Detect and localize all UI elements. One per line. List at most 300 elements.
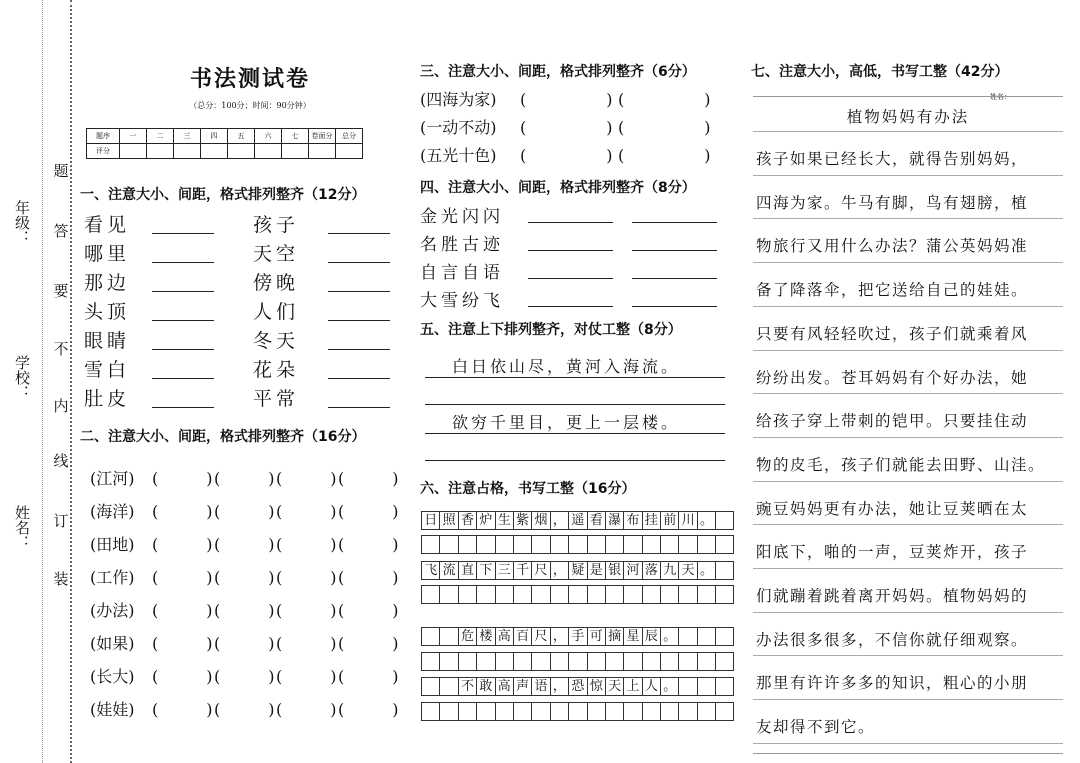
essay-ruled-line (753, 131, 1063, 132)
section3-idiom: (五光十色) (420, 146, 497, 165)
section3-answer-paren[interactable]: ( ) (520, 146, 613, 165)
section6-grid-cell[interactable] (605, 702, 623, 721)
score-table-empty-cell (174, 144, 201, 159)
score-table-empty-cell (147, 144, 174, 159)
section6-grid-cell[interactable] (660, 585, 678, 604)
section6-grid-cell: 惊 (587, 677, 605, 696)
section6-grid-cell[interactable] (623, 585, 641, 604)
seal-char-7: 订 (53, 512, 69, 530)
section1-blank[interactable] (152, 378, 214, 379)
section2-word: (娃娃) (90, 700, 135, 719)
section1-word-left: 那边 (84, 272, 131, 294)
section6-grid-cell[interactable] (458, 585, 476, 604)
score-table-header-row (87, 129, 363, 144)
essay-text-line: 孩子如果已经长大，就得告别妈妈， (756, 150, 1029, 168)
section2-answer-paren[interactable]: ( ) (338, 568, 399, 587)
section6-grid-cell: 千 (513, 561, 531, 580)
score-table-empty-cell (282, 144, 309, 159)
section6-grid-cell: 敢 (476, 677, 494, 696)
section6-grid-cell (697, 627, 715, 646)
section6-grid-cell[interactable] (476, 535, 494, 554)
section4-heading: 四、注意大小、间距，格式排列整齐（8分） (420, 180, 696, 196)
section2-answer-paren[interactable]: ( ) (214, 601, 275, 620)
section6-grid-cell: 辰 (642, 627, 660, 646)
section4-idiom: 大雪纷飞 (420, 291, 504, 311)
section4-blank[interactable] (528, 306, 613, 307)
section1-word-right: 天空 (253, 243, 300, 265)
section1-blank[interactable] (152, 407, 214, 408)
section6-grid-cell[interactable] (587, 652, 605, 671)
section6-grid-cell[interactable] (421, 702, 439, 721)
section6-grid-cell: 。 (660, 677, 678, 696)
section6-grid-cell[interactable] (550, 535, 568, 554)
section6-grid-cell[interactable] (642, 535, 660, 554)
section1-blank[interactable] (152, 349, 214, 350)
section6-grid-cell: 声 (513, 677, 531, 696)
section2-answer-paren[interactable]: ( ) (152, 535, 213, 554)
score-table-cell: 七 (282, 129, 309, 144)
essay-ruled-line (753, 306, 1063, 307)
score-table-cell: 二 (147, 129, 174, 144)
score-table-cell: 卷面分 (309, 129, 336, 144)
section1-word-left: 看见 (84, 214, 131, 236)
section7-heading: 七、注意大小，高低，书写工整（42分） (751, 64, 1009, 80)
essay-text-line: 纷纷出发。苍耳妈妈有个好办法，她 (756, 368, 1029, 387)
section2-word: (长大) (90, 667, 135, 686)
section6-grid-cell (421, 677, 439, 696)
section6-grid-cell: 恐 (568, 677, 586, 696)
section2-answer-paren[interactable]: ( ) (214, 469, 275, 488)
section6-grid-cell[interactable] (439, 535, 457, 554)
section6-grid-cell[interactable] (513, 652, 531, 671)
section6-grid-cell[interactable] (531, 652, 549, 671)
section6-grid-cell[interactable] (715, 652, 733, 671)
essay-name-label: 姓名： (990, 93, 1011, 101)
grade-label: 年级： (13, 200, 31, 245)
section6-grid-cell: 尺 (531, 627, 549, 646)
section6-grid-cell[interactable] (678, 535, 696, 554)
section6-grid-cell[interactable] (531, 585, 549, 604)
section6-grid-cell: ， (550, 677, 568, 696)
section6-grid-cell: 照 (439, 511, 457, 530)
section1-blank[interactable] (328, 233, 390, 234)
section6-grid-cell: 高 (495, 677, 513, 696)
section6-grid-cell[interactable] (513, 702, 531, 721)
section6-grid-cell[interactable] (531, 535, 549, 554)
essay-text-line: 友却得不到它。 (756, 718, 876, 737)
section2-answer-paren[interactable]: ( ) (152, 502, 213, 521)
score-table-cell: 一 (120, 129, 147, 144)
score-table-empty-cell (228, 144, 255, 159)
section2-word: (如果) (90, 634, 135, 653)
section6-grid-cell[interactable] (660, 535, 678, 554)
section1-blank[interactable] (152, 262, 214, 263)
section3-answer-paren[interactable]: ( ) (618, 118, 711, 137)
score-table-cell: 三 (174, 129, 201, 144)
section6-grid-cell[interactable] (421, 652, 439, 671)
section6-grid-cell[interactable] (458, 535, 476, 554)
section6-grid-cell[interactable] (495, 585, 513, 604)
score-table-cell: 题序 (87, 129, 120, 144)
section5-writing-line[interactable] (425, 460, 725, 461)
section2-answer-paren[interactable]: ( ) (276, 634, 337, 653)
section6-grid-cell[interactable] (421, 535, 439, 554)
section2-answer-paren[interactable]: ( ) (276, 700, 337, 719)
section1-blank[interactable] (152, 291, 214, 292)
score-table-cell: 四 (201, 129, 228, 144)
section1-blank[interactable] (328, 291, 390, 292)
section6-grid-cell[interactable] (605, 652, 623, 671)
section6-grid-cell[interactable] (550, 585, 568, 604)
section6-grid-cell[interactable] (439, 702, 457, 721)
section5-writing-line[interactable] (425, 433, 725, 434)
section6-grid-row[interactable] (421, 652, 734, 671)
section1-word-left: 肚皮 (84, 388, 131, 410)
section6-grid-cell[interactable] (513, 535, 531, 554)
section2-answer-paren[interactable]: ( ) (338, 469, 399, 488)
section6-grid-cell: 不 (458, 677, 476, 696)
essay-ruled-line (753, 350, 1063, 351)
section2-answer-paren[interactable]: ( ) (276, 535, 337, 554)
section1-blank[interactable] (152, 320, 214, 321)
score-table-empty-cell (255, 144, 282, 159)
score-table-empty-cell (336, 144, 363, 159)
section6-grid-row (421, 677, 734, 696)
section6-grid-cell: 星 (623, 627, 641, 646)
section6-grid-cell (439, 677, 457, 696)
section6-grid-cell[interactable] (642, 702, 660, 721)
section6-grid-cell (678, 677, 696, 696)
section2-word: (江河) (90, 469, 135, 488)
score-table-empty-cell (120, 144, 147, 159)
section2-heading: 二、注意大小、间距，格式排列整齐（16分） (80, 429, 366, 445)
section2-answer-paren[interactable]: ( ) (214, 535, 275, 554)
section1-blank[interactable] (328, 407, 390, 408)
binding-line (70, 0, 72, 763)
section6-grid-cell: 手 (568, 627, 586, 646)
section3-answer-paren[interactable]: ( ) (618, 90, 711, 109)
section6-grid-cell: 银 (605, 561, 623, 580)
section2-answer-paren[interactable]: ( ) (152, 700, 213, 719)
section2-answer-paren[interactable]: ( ) (276, 601, 337, 620)
essay-text-line: 物旅行又用什么办法？蒲公英妈妈准 (756, 237, 1029, 256)
section5-line-2: 欲穷千里目，更上一层楼。 (452, 413, 681, 432)
section6-grid-cell: 语 (531, 677, 549, 696)
section6-grid-row[interactable] (421, 702, 734, 721)
section6-grid-cell[interactable] (568, 702, 586, 721)
section6-grid-cell: 九 (660, 561, 678, 580)
section4-blank[interactable] (632, 222, 717, 223)
section6-grid-cell[interactable] (623, 702, 641, 721)
section6-grid-cell (697, 677, 715, 696)
essay-text-line: 豌豆妈妈更有办法，她让豆荚晒在太 (756, 499, 1029, 518)
binding-margin-dotted-line (42, 0, 43, 763)
score-table-cell: 六 (255, 129, 282, 144)
section6-grid-cell[interactable] (605, 535, 623, 554)
section6-grid-cell: 人 (642, 677, 660, 696)
section6-grid-cell: 疑 (568, 561, 586, 580)
section6-grid-cell[interactable] (715, 585, 733, 604)
section3-heading: 三、注意大小、间距，格式排列整齐（6分） (420, 64, 696, 80)
essay-ruled-line (753, 568, 1063, 569)
section6-grid-cell: 流 (439, 561, 457, 580)
section1-blank[interactable] (152, 233, 214, 234)
section6-grid-cell[interactable] (550, 652, 568, 671)
section6-grid-cell: 下 (476, 561, 494, 580)
section2-answer-paren[interactable]: ( ) (214, 667, 275, 686)
section2-answer-paren[interactable]: ( ) (152, 634, 213, 653)
section6-grid-cell: 可 (587, 627, 605, 646)
section6-grid-cell[interactable] (495, 652, 513, 671)
section6-grid-cell[interactable] (660, 702, 678, 721)
section6-grid-cell: 三 (495, 561, 513, 580)
essay-title: 植物妈妈有办法 (846, 108, 970, 126)
section4-idiom: 金光闪闪 (420, 207, 504, 227)
section4-blank[interactable] (632, 306, 717, 307)
section1-blank[interactable] (328, 349, 390, 350)
section4-blank[interactable] (632, 250, 717, 251)
section6-grid-cell: 飞 (421, 561, 439, 580)
section1-blank[interactable] (328, 378, 390, 379)
section2-answer-paren[interactable]: ( ) (214, 634, 275, 653)
section2-answer-paren[interactable]: ( ) (276, 469, 337, 488)
section6-grid-cell[interactable] (623, 535, 641, 554)
section6-grid-cell[interactable] (697, 702, 715, 721)
essay-box (753, 96, 1063, 754)
section6-grid-cell: 生 (495, 511, 513, 530)
seal-char-2: 答 (53, 222, 69, 240)
section6-grid-row[interactable] (421, 535, 734, 554)
section6-grid-cell: 日 (421, 511, 439, 530)
section6-grid-cell[interactable] (623, 652, 641, 671)
section2-answer-paren[interactable]: ( ) (152, 601, 213, 620)
section6-grid-cell (439, 627, 457, 646)
section1-blank[interactable] (328, 262, 390, 263)
section2-answer-paren[interactable]: ( ) (214, 502, 275, 521)
section6-grid-cell[interactable] (678, 652, 696, 671)
section2-answer-paren[interactable]: ( ) (338, 502, 399, 521)
section6-grid-cell[interactable] (587, 702, 605, 721)
section2-answer-paren[interactable]: ( ) (338, 700, 399, 719)
score-table-cell: 总分 (336, 129, 363, 144)
section6-grid-cell (715, 627, 733, 646)
section6-grid-cell[interactable] (476, 585, 494, 604)
section6-grid-cell[interactable] (531, 702, 549, 721)
section6-grid-cell[interactable] (568, 535, 586, 554)
section3-answer-paren[interactable]: ( ) (520, 118, 613, 137)
section1-word-left: 雪白 (84, 359, 131, 381)
section6-grid-cell (715, 511, 733, 530)
section6-grid-cell[interactable] (513, 585, 531, 604)
section4-idiom: 名胜古迹 (420, 235, 504, 255)
essay-ruled-line (753, 655, 1063, 656)
section6-grid-cell: 。 (697, 511, 715, 530)
section1-word-left: 头顶 (84, 301, 131, 323)
section4-idiom: 自言自语 (420, 263, 504, 283)
section2-answer-paren[interactable]: ( ) (152, 568, 213, 587)
essay-text-line: 备了降落伞，把它送给自己的娃娃。 (756, 281, 1029, 300)
seal-char-3: 要 (53, 282, 69, 300)
section3-answer-paren[interactable]: ( ) (520, 90, 613, 109)
essay-ruled-line (753, 393, 1063, 394)
section6-grid-cell[interactable] (495, 535, 513, 554)
section6-grid-cell[interactable] (678, 702, 696, 721)
section1-word-right: 孩子 (253, 214, 300, 236)
section6-grid-cell: 紫 (513, 511, 531, 530)
section6-grid-cell[interactable] (697, 535, 715, 554)
section6-grid-cell[interactable] (587, 535, 605, 554)
section1-blank[interactable] (328, 320, 390, 321)
section2-answer-paren[interactable]: ( ) (338, 535, 399, 554)
section6-grid-cell: 落 (642, 561, 660, 580)
section5-heading: 五、注意上下排列整齐，对仗工整（8分） (420, 322, 682, 338)
section6-grid-cell[interactable] (439, 652, 457, 671)
section4-blank[interactable] (528, 250, 613, 251)
essay-text-line: 只要有风轻轻吹过，孩子们就乘着风 (756, 324, 1029, 343)
section1-word-right: 花朵 (253, 359, 300, 381)
section6-grid-cell[interactable] (660, 652, 678, 671)
section2-word: (海洋) (90, 502, 135, 521)
section2-answer-paren[interactable]: ( ) (214, 700, 275, 719)
section1-word-right: 冬天 (253, 330, 300, 352)
section3-idiom: (一动不动) (420, 118, 497, 137)
section6-grid-cell[interactable] (642, 652, 660, 671)
essay-ruled-line (753, 262, 1063, 263)
section6-grid-cell: 天 (605, 677, 623, 696)
section4-blank[interactable] (528, 278, 613, 279)
essay-text-line: 给孩子穿上带刺的铠甲。只要挂住动 (756, 412, 1029, 431)
section5-writing-line[interactable] (425, 404, 725, 405)
section6-grid-cell: 高 (495, 627, 513, 646)
section2-answer-paren[interactable]: ( ) (214, 568, 275, 587)
section2-word: (田地) (90, 535, 135, 554)
section6-grid-cell[interactable] (568, 585, 586, 604)
section5-writing-line[interactable] (425, 377, 725, 378)
section3-idiom: (四海为家) (420, 90, 497, 109)
section6-grid-cell[interactable] (715, 535, 733, 554)
section5-line-1: 白日依山尽，黄河入海流。 (452, 357, 681, 376)
section6-grid-row (421, 511, 734, 530)
score-table-score-row (87, 144, 363, 159)
section6-grid-cell: 直 (458, 561, 476, 580)
section4-blank[interactable] (528, 222, 613, 223)
section2-answer-paren[interactable]: ( ) (338, 667, 399, 686)
section6-grid-cell[interactable] (476, 702, 494, 721)
section6-grid-cell[interactable] (568, 652, 586, 671)
section6-grid-cell[interactable] (476, 652, 494, 671)
section6-grid-cell: 天 (678, 561, 696, 580)
essay-ruled-line (753, 743, 1063, 744)
section2-answer-paren[interactable]: ( ) (338, 601, 399, 620)
section6-grid-row (421, 561, 734, 580)
essay-text-line: 那里有许许多多的知识，粗心的小朋 (756, 674, 1029, 693)
section6-grid-cell[interactable] (421, 585, 439, 604)
section1-heading: 一、注意大小、间距，格式排列整齐（12分） (80, 187, 366, 203)
section6-grid-cell[interactable] (550, 702, 568, 721)
essay-ruled-line (753, 481, 1063, 482)
seal-char-4: 不 (53, 340, 69, 358)
section6-grid-cell: 河 (623, 561, 641, 580)
section6-grid-cell: 百 (513, 627, 531, 646)
section6-grid-cell[interactable] (715, 702, 733, 721)
page-subtitle: （总分：100分；时间：90分钟） (189, 101, 311, 110)
section1-word-left: 哪里 (84, 243, 131, 265)
section2-word: (工作) (90, 568, 135, 587)
section6-grid-cell (678, 627, 696, 646)
section1-word-left: 眼睛 (84, 330, 131, 352)
section6-grid-cell (715, 677, 733, 696)
section6-grid-cell: ， (550, 561, 568, 580)
essay-ruled-line (753, 218, 1063, 219)
section1-word-right: 平常 (253, 388, 300, 410)
page-title: 书法测试卷 (189, 66, 310, 92)
section2-word: (办法) (90, 601, 135, 620)
section6-grid-cell: 炉 (476, 511, 494, 530)
section6-grid-cell[interactable] (587, 585, 605, 604)
essay-text-line: 阳底下，啪的一声，豆荚炸开，孩子 (756, 543, 1029, 562)
section6-grid-cell: 川 (678, 511, 696, 530)
score-table-empty-cell (309, 144, 336, 159)
section6-grid-row (421, 627, 734, 646)
section6-grid-cell: 尺 (531, 561, 549, 580)
section6-grid-cell[interactable] (697, 585, 715, 604)
section6-grid-cell: 。 (660, 627, 678, 646)
section3-answer-paren[interactable]: ( ) (618, 146, 711, 165)
essay-text-line: 四海为家。牛马有脚，鸟有翅膀，植 (756, 193, 1029, 212)
section6-grid-cell: 看 (587, 511, 605, 530)
essay-text-line: 们就蹦着跳着离开妈妈。植物妈妈的 (756, 587, 1029, 605)
section6-grid-cell[interactable] (697, 652, 715, 671)
section2-answer-paren[interactable]: ( ) (338, 634, 399, 653)
section2-answer-paren[interactable]: ( ) (276, 502, 337, 521)
section6-grid-cell: 楼 (476, 627, 494, 646)
seal-char-8: 装 (53, 570, 69, 588)
section1-word-right: 人们 (253, 301, 300, 323)
section6-grid-cell: 。 (697, 561, 715, 580)
section2-answer-paren[interactable]: ( ) (152, 469, 213, 488)
score-table-cell: 五 (228, 129, 255, 144)
section6-grid-cell[interactable] (458, 652, 476, 671)
section2-answer-paren[interactable]: ( ) (152, 667, 213, 686)
score-table (86, 128, 363, 159)
section6-grid-cell[interactable] (605, 585, 623, 604)
section6-grid-cell[interactable] (458, 702, 476, 721)
section6-grid-cell: 上 (623, 677, 641, 696)
section1-word-right: 傍晚 (253, 272, 300, 294)
section6-heading: 六、注意占格，书写工整（16分） (420, 481, 636, 497)
section2-answer-paren[interactable]: ( ) (276, 568, 337, 587)
school-label: 学校： (13, 355, 31, 400)
essay-text-line: 办法很多很多，不信你就仔细观察。 (756, 630, 1029, 649)
section6-grid-cell[interactable] (642, 585, 660, 604)
section6-grid-cell[interactable] (678, 585, 696, 604)
section6-grid-cell: 是 (587, 561, 605, 580)
section6-grid-cell: ， (550, 511, 568, 530)
section6-grid-cell: 前 (660, 511, 678, 530)
section6-grid-row[interactable] (421, 585, 734, 604)
essay-ruled-line (753, 524, 1063, 525)
section6-grid-cell: 瀑 (605, 511, 623, 530)
section6-grid-cell: 遥 (568, 511, 586, 530)
section6-grid-cell: 挂 (642, 511, 660, 530)
section6-grid-cell[interactable] (495, 702, 513, 721)
section6-grid-cell: 烟 (531, 511, 549, 530)
section6-grid-cell: 危 (458, 627, 476, 646)
section2-answer-paren[interactable]: ( ) (276, 667, 337, 686)
score-table-empty-cell (201, 144, 228, 159)
section6-grid-cell[interactable] (439, 585, 457, 604)
section4-blank[interactable] (632, 278, 717, 279)
